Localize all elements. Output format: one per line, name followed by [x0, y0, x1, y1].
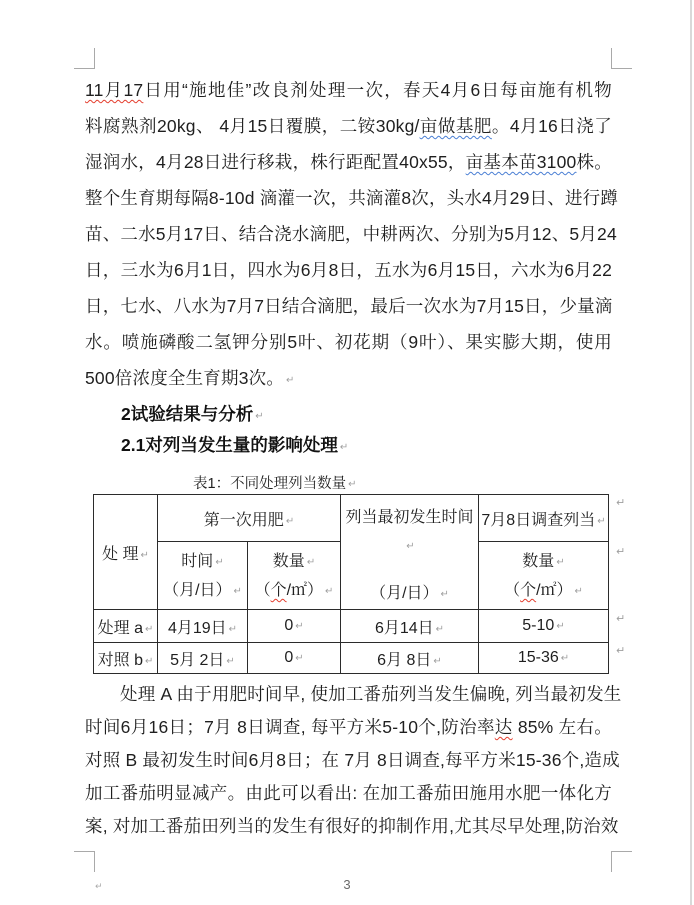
pilcrow-mark: ↵	[295, 621, 304, 632]
cell-text: （月/日）	[163, 582, 232, 600]
spellcheck-underline: 达	[494, 717, 513, 737]
pilcrow-mark: ↵	[560, 653, 570, 664]
cell-occurrence-b	[341, 643, 479, 674]
section-heading	[121, 401, 264, 427]
pilcrow-mark: ↵	[574, 586, 583, 598]
pilcrow-mark: ↵	[433, 655, 442, 667]
pilcrow-mark: ↵	[306, 557, 316, 569]
header-cell-first-fertilization	[158, 495, 341, 542]
pilcrow-mark: ↵	[228, 623, 238, 635]
paragraph-line: 日，三水为6月1日，四水为6月8日，五水为6月15日，六水为6月22	[85, 260, 612, 280]
pilcrow-mark: ↵	[226, 655, 235, 667]
cell-text: 5月 2日	[170, 651, 225, 669]
spellcheck-underline: 11月17	[85, 80, 144, 100]
cell-text: 0	[284, 617, 294, 634]
cell-qty-b	[248, 643, 341, 674]
subsection-heading	[121, 432, 348, 458]
data-table	[93, 494, 609, 674]
pilcrow-mark: ↵	[144, 623, 154, 635]
paragraph-line: 日，七水、八水为7月7日结合滴肥，最后一次水为7月15日，少量滴	[85, 296, 613, 316]
table-row	[94, 610, 609, 643]
text-run: 株。	[576, 152, 612, 172]
spellcheck-underline: 个	[270, 582, 287, 600]
text-boundary-mark-top-right	[611, 48, 632, 69]
pilcrow-mark: ↵	[325, 586, 334, 598]
paragraph-line	[85, 144, 612, 180]
text-run: 。4月16日浇了	[491, 116, 612, 136]
pilcrow-mark: ↵	[435, 623, 445, 635]
cell-text: 15-36	[517, 649, 559, 666]
header-cell-quantity-2	[479, 542, 609, 610]
cell-text: 5-10	[522, 617, 555, 634]
paragraph-line	[85, 711, 612, 744]
table-row	[94, 643, 609, 674]
end-of-row-mark: ↵	[616, 645, 626, 657]
header-cell-quantity-1	[248, 542, 341, 610]
text-run: 85% 左右。	[512, 717, 612, 737]
cell-text: 6月14日	[374, 619, 434, 637]
heading-text: 2试验结果与分析	[121, 404, 254, 424]
cell-text: 6月 8日	[377, 651, 432, 669]
cell-text: 第一次用肥	[203, 511, 284, 529]
cell-line	[479, 548, 608, 577]
cell-line	[158, 577, 247, 606]
footer-pilcrow-mark: ↵	[95, 881, 103, 891]
cell-text: 处理 a	[97, 619, 143, 637]
cell-survey-a	[479, 610, 609, 643]
cell-text: （月/日）	[370, 584, 439, 602]
spellcheck-underline: 个	[520, 582, 537, 600]
cell-text: 列当最初发生时间	[345, 508, 474, 526]
paragraph-line: 整个生育期每隔8-10d 滴灌一次，共滴灌8次，头水4月29日、进行蹲	[85, 188, 619, 208]
row-label-cell	[94, 643, 158, 674]
pilcrow-mark: ↵	[295, 653, 304, 664]
text-run: 料腐熟剂20kg、 4月15日覆膜，二铵30kg/	[85, 116, 420, 136]
cell-time-a	[158, 610, 248, 643]
text-boundary-mark-bottom-right	[611, 851, 632, 872]
paragraph-line	[85, 108, 612, 144]
pilcrow-mark: ↵	[140, 549, 149, 561]
pilcrow-mark: ↵	[556, 621, 565, 632]
row-label-cell	[94, 610, 158, 643]
pilcrow-mark: ↵	[255, 411, 264, 422]
cell-text: /㎡）	[286, 582, 324, 600]
end-of-row-mark: ↵	[616, 613, 626, 625]
cell-line	[479, 577, 608, 606]
cell-line	[341, 580, 478, 609]
cell-text: 数量	[522, 553, 555, 571]
cell-text: 4月19日	[167, 619, 227, 637]
heading-text: 2.1对列当发生量的影响处理	[121, 435, 338, 455]
text-boundary-mark-top-left	[74, 48, 95, 69]
cell-text: 处 理	[102, 545, 139, 563]
cell-text: 时间	[181, 553, 214, 571]
text-run: 日用“施地佳”改良剂处理一次，春天4月6日每亩施有机物	[143, 80, 612, 100]
paragraph-line: 水。喷施磷酸二氢钾分别5叶、初花期（9叶）、果实膨大期，使用	[85, 332, 612, 352]
text-boundary-mark-bottom-left	[74, 851, 95, 872]
cell-line	[158, 548, 247, 577]
page-number: 3	[343, 877, 351, 892]
grammar-underline: 亩基本苗3100	[465, 152, 577, 172]
pilcrow-mark: ↵	[144, 655, 154, 667]
cell-line	[248, 577, 340, 606]
cell-text: （	[504, 582, 521, 600]
paragraph-line	[85, 360, 612, 396]
header-cell-time	[158, 542, 248, 610]
cell-text: 0	[284, 649, 294, 666]
paragraph-line: 苗、二水5月17日、结合浇水滴肥，中耕两次、分别为5月12、5月24	[85, 224, 617, 244]
header-cell-treatment	[94, 495, 158, 610]
text-run: 湿润水，4月28日进行移栽，株行距配置40x55，	[85, 152, 466, 172]
cell-text: /㎡）	[536, 582, 573, 600]
cell-line	[341, 504, 478, 561]
grammar-underline: 亩做基肥	[419, 116, 492, 136]
header-cell-july8-survey	[479, 495, 609, 542]
end-of-row-mark: ↵	[616, 546, 626, 558]
cell-text: 7月8日调查列当	[481, 511, 596, 529]
pilcrow-mark: ↵	[285, 515, 295, 527]
cell-line	[248, 548, 340, 577]
text-run: 时间6月16日；7月 8日调查, 每平方米5-10个,防治率	[85, 717, 495, 737]
caption-text: 表1：不同处理列当数量	[193, 476, 347, 492]
cell-text: 对照 b	[97, 651, 143, 669]
cell-qty-a	[248, 610, 341, 643]
pilcrow-mark: ↵	[406, 540, 415, 552]
table-caption	[193, 476, 356, 493]
pilcrow-mark: ↵	[233, 586, 242, 598]
paragraph-line: 对照 B 最初发生时间6月8日；在 7月 8日调查,每平方米15-36个,造成	[85, 750, 620, 770]
end-of-row-mark: ↵	[616, 497, 626, 509]
table-header-row-1	[94, 495, 609, 542]
paragraph-line: 加工番茄明显减产。由此可以看出: 在加工番茄田施用水肥一体化方	[85, 783, 612, 803]
cell-survey-b	[479, 643, 609, 674]
pilcrow-mark: ↵	[597, 515, 606, 527]
pilcrow-mark: ↵	[556, 557, 565, 569]
paragraph-line	[85, 72, 612, 108]
paragraph-line: 处理 A 由于用肥时间早, 使加工番茄列当发生偏晚, 列当最初发生	[120, 684, 622, 704]
pilcrow-mark: ↵	[339, 442, 349, 453]
pilcrow-mark: ↵	[348, 479, 357, 490]
paragraph-line: 案, 对加工番茄田列当的发生有很好的抑制作用,尤其尽早处理,防治效	[85, 816, 619, 836]
cell-occurrence-a	[341, 610, 479, 643]
cell-time-b	[158, 643, 248, 674]
text-run: 500倍浓度全生育期3次。	[85, 368, 285, 388]
pilcrow-mark: ↵	[440, 588, 449, 600]
window-right-edge	[690, 0, 692, 905]
header-cell-first-occurrence	[341, 495, 479, 610]
cell-text: 数量	[272, 553, 305, 571]
cell-text: （	[254, 582, 271, 600]
pilcrow-mark: ↵	[215, 557, 224, 569]
pilcrow-mark: ↵	[286, 375, 295, 386]
